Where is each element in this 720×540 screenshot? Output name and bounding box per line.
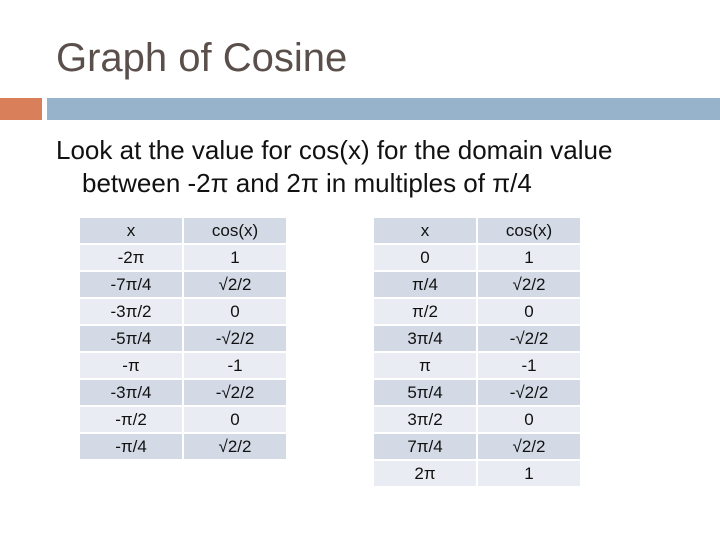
x-value-cell: 2π [374, 461, 476, 486]
cosine-table-body [80, 218, 286, 459]
cos-value-cell: 1 [478, 245, 580, 270]
x-value-cell: 7π/4 [374, 434, 476, 459]
table-row [80, 326, 286, 351]
cos-value-cell: -√2/2 [184, 380, 286, 405]
cos-value-cell: -√2/2 [184, 326, 286, 351]
x-value-cell: -7π/4 [80, 272, 182, 297]
x-value-cell: 0 [374, 245, 476, 270]
table-header-cell: x [80, 218, 182, 243]
table-row [80, 353, 286, 378]
cosine-table-body [374, 218, 580, 486]
cos-value-cell: -1 [184, 353, 286, 378]
table-row [374, 272, 580, 297]
table-row [80, 434, 286, 459]
table-row [80, 407, 286, 432]
cos-value-cell: 1 [184, 245, 286, 270]
cos-value-cell: -1 [478, 353, 580, 378]
x-value-cell: -3π/4 [80, 380, 182, 405]
cosine-table-positive [372, 216, 582, 488]
x-value-cell: -2π [80, 245, 182, 270]
table-row [80, 299, 286, 324]
table-header-cell: cos(x) [478, 218, 580, 243]
table-row [80, 380, 286, 405]
x-value-cell: 3π/4 [374, 326, 476, 351]
x-value-cell: -π/4 [80, 434, 182, 459]
table-row [374, 299, 580, 324]
body-line-1: Look at the value for cos(x) for the domain value [56, 135, 613, 165]
table-row [80, 272, 286, 297]
accent-bar-orange [0, 98, 42, 120]
table-header-cell: cos(x) [184, 218, 286, 243]
slide-body [56, 134, 706, 200]
x-value-cell: -π/2 [80, 407, 182, 432]
cos-value-cell: 0 [478, 407, 580, 432]
table-row [374, 380, 580, 405]
cos-value-cell: 0 [478, 299, 580, 324]
table-row [374, 245, 580, 270]
cos-value-cell: -√2/2 [478, 380, 580, 405]
table-row [374, 407, 580, 432]
table-row [374, 353, 580, 378]
x-value-cell: 5π/4 [374, 380, 476, 405]
x-value-cell: π [374, 353, 476, 378]
cos-value-cell: 0 [184, 299, 286, 324]
table-row [374, 326, 580, 351]
x-value-cell: -π [80, 353, 182, 378]
cos-value-cell: -√2/2 [478, 326, 580, 351]
table-row [374, 461, 580, 486]
body-line-2: between -2π and 2π in multiples of π/4 [82, 168, 532, 198]
cos-value-cell: √2/2 [478, 434, 580, 459]
table-header-row [374, 218, 580, 243]
x-value-cell: -5π/4 [80, 326, 182, 351]
cos-value-cell: 1 [478, 461, 580, 486]
cos-value-cell: √2/2 [478, 272, 580, 297]
x-value-cell: 3π/2 [374, 407, 476, 432]
table-row [80, 245, 286, 270]
cos-value-cell: 0 [184, 407, 286, 432]
slide-title: Graph of Cosine [56, 36, 348, 80]
table-header-cell: x [374, 218, 476, 243]
cosine-table-negative [78, 216, 288, 461]
accent-bar-blue [47, 98, 720, 120]
x-value-cell: π/4 [374, 272, 476, 297]
table-header-row [80, 218, 286, 243]
cos-value-cell: √2/2 [184, 434, 286, 459]
table-row [374, 434, 580, 459]
x-value-cell: -3π/2 [80, 299, 182, 324]
cos-value-cell: √2/2 [184, 272, 286, 297]
x-value-cell: π/2 [374, 299, 476, 324]
